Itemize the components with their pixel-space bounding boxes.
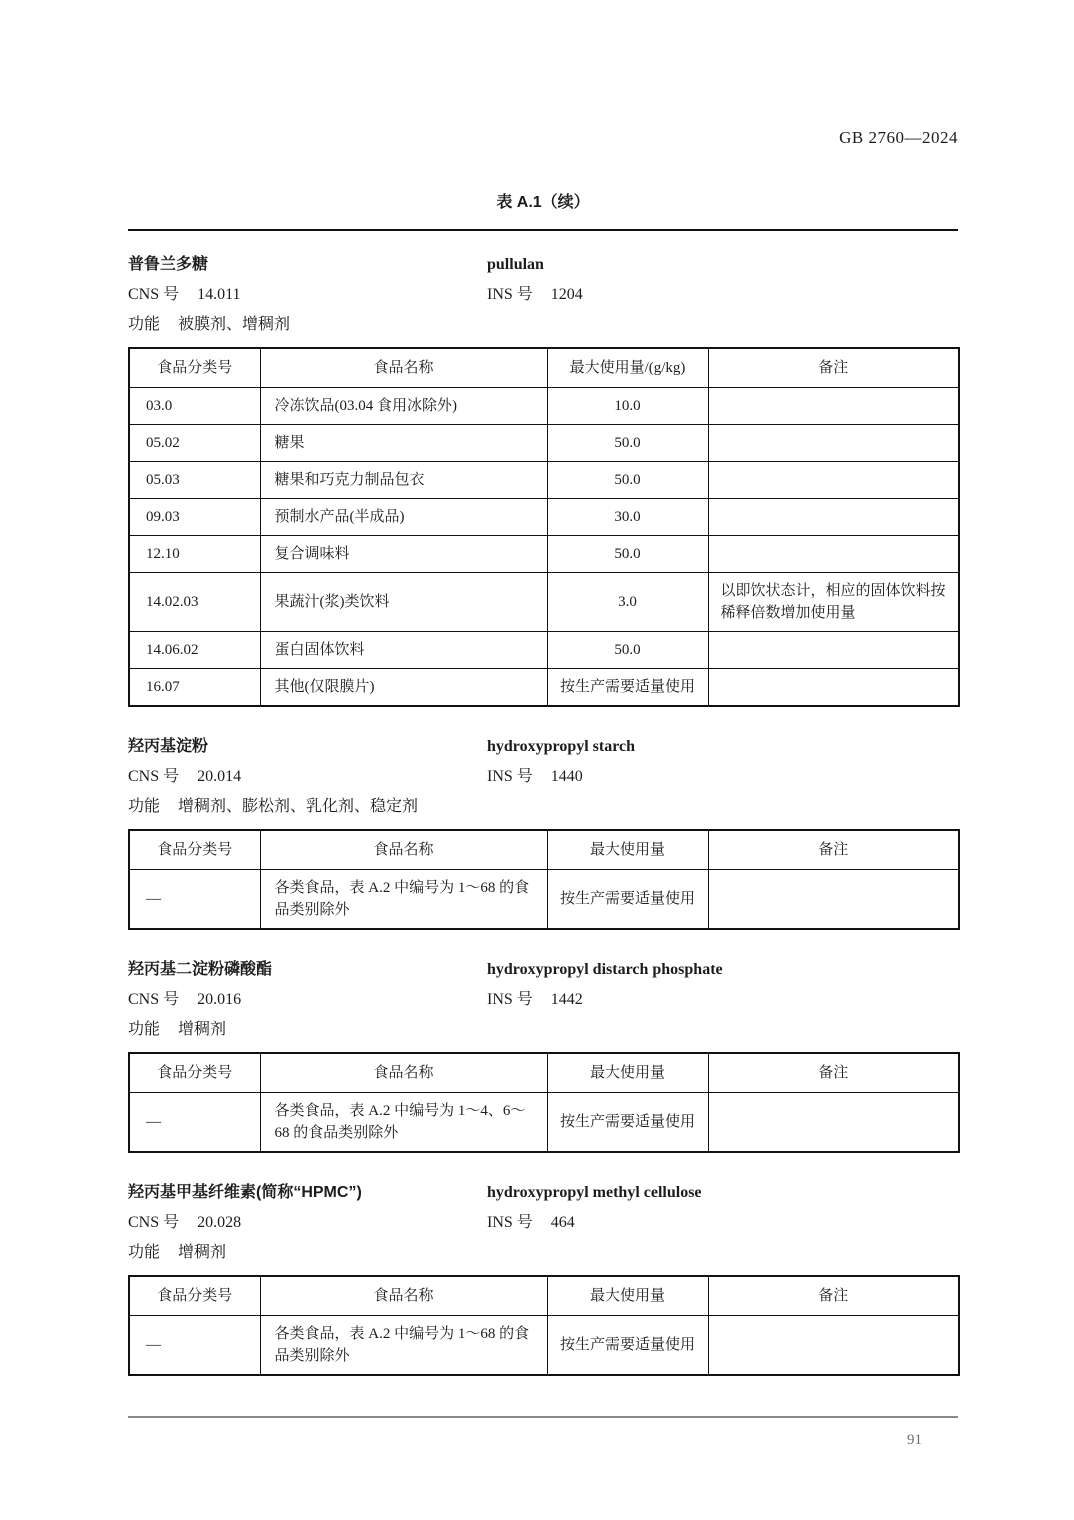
header-remark: 备注 (708, 1053, 959, 1093)
function-row (128, 1018, 958, 1042)
function-value: 增稠剂、膨松剂、乳化剂、稳定剂 (178, 798, 419, 815)
function-label: 功能 (128, 1244, 161, 1261)
table-row (129, 870, 959, 930)
cell-category-code: — (129, 1316, 260, 1376)
cell-remark (708, 870, 959, 930)
table-row (129, 536, 959, 573)
cell-food-name: 糖果和巧克力制品包衣 (260, 462, 547, 499)
cell-remark (708, 499, 959, 536)
cell-max-usage: 3.0 (547, 573, 708, 632)
cell-remark (708, 462, 959, 499)
cell-food-name: 蛋白固体饮料 (260, 632, 547, 669)
ins-group (487, 283, 583, 307)
cell-max-usage: 按生产需要适量使用 (547, 1093, 708, 1153)
table-caption: 表 A.1（续） (496, 194, 590, 211)
ins-value: 1442 (550, 991, 583, 1008)
ins-label: INS 号 (487, 991, 533, 1008)
cell-category-code: 14.06.02 (129, 632, 260, 669)
cell-remark: 以即饮状态计，相应的固体饮料按稀释倍数增加使用量 (708, 573, 959, 632)
cell-remark (708, 425, 959, 462)
cell-remark (708, 632, 959, 669)
cell-category-code: 14.02.03 (129, 573, 260, 632)
header-food-category: 食品分类号 (129, 1276, 260, 1316)
cell-max-usage: 50.0 (547, 632, 708, 669)
cns-value: 20.028 (197, 1214, 242, 1231)
header-food-name: 食品名称 (260, 1053, 547, 1093)
ins-label: INS 号 (487, 1214, 533, 1231)
additive-name-zh: 羟丙基甲基纤维素(简称“HPMC”) (128, 1184, 362, 1201)
additive-name-zh: 普鲁兰多糖 (128, 256, 209, 273)
cell-max-usage: 按生产需要适量使用 (547, 870, 708, 930)
additive-section-hpmc (128, 1181, 958, 1376)
cns-ins-row (128, 988, 958, 1012)
additive-name-row (128, 1181, 958, 1205)
additive-name-zh: 羟丙基二淀粉磷酸酯 (128, 961, 273, 978)
header-food-category: 食品分类号 (129, 1053, 260, 1093)
function-row (128, 795, 958, 819)
header-max-usage: 最大使用量 (547, 830, 708, 870)
usage-table (128, 1052, 960, 1153)
cns-value: 14.011 (197, 286, 241, 303)
cell-category-code: 09.03 (129, 499, 260, 536)
function-row (128, 1241, 958, 1265)
cell-category-code: 03.0 (129, 388, 260, 425)
header-food-name: 食品名称 (260, 830, 547, 870)
cell-food-name: 各类食品，表 A.2 中编号为 1～68 的食品类别除外 (260, 870, 547, 930)
ins-value: 464 (550, 1214, 575, 1231)
cns-value: 20.014 (197, 768, 242, 785)
table-row (129, 388, 959, 425)
table-row (129, 462, 959, 499)
cns-label: CNS 号 (128, 286, 180, 303)
header-food-category: 食品分类号 (129, 830, 260, 870)
page-content (128, 0, 958, 1449)
cns-ins-row (128, 1211, 958, 1235)
table-header-row (129, 1053, 959, 1093)
cns-label: CNS 号 (128, 991, 180, 1008)
additive-name-row (128, 958, 958, 982)
header-rule (128, 229, 958, 231)
cell-max-usage: 按生产需要适量使用 (547, 669, 708, 707)
table-row (129, 1093, 959, 1153)
cell-max-usage: 50.0 (547, 462, 708, 499)
additive-name-en: pullulan (487, 256, 544, 273)
cell-food-name: 果蔬汁(浆)类饮料 (260, 573, 547, 632)
function-row (128, 313, 958, 337)
function-value: 被膜剂、增稠剂 (178, 316, 291, 333)
function-label: 功能 (128, 316, 161, 333)
cell-food-name: 其他(仅限膜片) (260, 669, 547, 707)
header-max-usage: 最大使用量/(g/kg) (547, 348, 708, 388)
table-header-row (129, 830, 959, 870)
usage-table (128, 347, 960, 707)
table-row (129, 573, 959, 632)
cell-max-usage: 10.0 (547, 388, 708, 425)
additive-name-zh: 羟丙基淀粉 (128, 738, 209, 755)
table-row (129, 1316, 959, 1376)
additive-name-en: hydroxypropyl distarch phosphate (487, 961, 723, 978)
cell-food-name: 各类食品，表 A.2 中编号为 1～68 的食品类别除外 (260, 1316, 547, 1376)
cell-category-code: — (129, 870, 260, 930)
cns-label: CNS 号 (128, 1214, 180, 1231)
cell-remark (708, 1093, 959, 1153)
additive-name-en: hydroxypropyl starch (487, 738, 636, 755)
function-label: 功能 (128, 1021, 161, 1038)
usage-table (128, 829, 960, 930)
cell-max-usage: 按生产需要适量使用 (547, 1316, 708, 1376)
page-number: 91 (907, 1432, 922, 1448)
ins-label: INS 号 (487, 768, 533, 785)
header-food-name: 食品名称 (260, 348, 547, 388)
cell-category-code: 05.02 (129, 425, 260, 462)
header-food-category: 食品分类号 (129, 348, 260, 388)
additive-name-en: hydroxypropyl methyl cellulose (487, 1184, 702, 1201)
ins-label: INS 号 (487, 286, 533, 303)
cell-category-code: 16.07 (129, 669, 260, 707)
cell-food-name: 复合调味料 (260, 536, 547, 573)
ins-group (487, 988, 583, 1012)
table-row (129, 425, 959, 462)
header-remark: 备注 (708, 1276, 959, 1316)
ins-value: 1440 (550, 768, 583, 785)
cell-category-code: 12.10 (129, 536, 260, 573)
cell-remark (708, 388, 959, 425)
additive-name-row (128, 735, 958, 759)
additive-section-pullulan (128, 253, 958, 707)
header-remark: 备注 (708, 348, 959, 388)
standard-code: GB 2760—2024 (839, 128, 958, 147)
cell-food-name: 预制水产品(半成品) (260, 499, 547, 536)
function-value: 增稠剂 (178, 1021, 227, 1038)
header-food-name: 食品名称 (260, 1276, 547, 1316)
cell-remark (708, 1316, 959, 1376)
ins-group (487, 765, 583, 789)
additive-section-hydroxypropyl-distarch-phosphate (128, 958, 958, 1153)
header-max-usage: 最大使用量 (547, 1276, 708, 1316)
table-row (129, 669, 959, 707)
cell-max-usage: 50.0 (547, 425, 708, 462)
ins-group (487, 1211, 575, 1235)
cell-food-name: 各类食品，表 A.2 中编号为 1～4、6～68 的食品类别除外 (260, 1093, 547, 1153)
additive-name-row (128, 253, 958, 277)
header-max-usage: 最大使用量 (547, 1053, 708, 1093)
cell-category-code: 05.03 (129, 462, 260, 499)
usage-table (128, 1275, 960, 1376)
cns-label: CNS 号 (128, 768, 180, 785)
cell-remark (708, 536, 959, 573)
footer-rule (128, 1416, 958, 1418)
table-header-row (129, 1276, 959, 1316)
function-label: 功能 (128, 798, 161, 815)
cell-category-code: — (129, 1093, 260, 1153)
cell-max-usage: 30.0 (547, 499, 708, 536)
cell-food-name: 糖果 (260, 425, 547, 462)
header-remark: 备注 (708, 830, 959, 870)
cns-ins-row (128, 765, 958, 789)
cell-remark (708, 669, 959, 707)
cns-value: 20.016 (197, 991, 242, 1008)
ins-value: 1204 (550, 286, 583, 303)
cell-max-usage: 50.0 (547, 536, 708, 573)
table-row (129, 632, 959, 669)
table-row (129, 499, 959, 536)
cell-food-name: 冷冻饮品(03.04 食用冰除外) (260, 388, 547, 425)
additive-section-hydroxypropyl-starch (128, 735, 958, 930)
function-value: 增稠剂 (178, 1244, 227, 1261)
cns-ins-row (128, 283, 958, 307)
table-header-row (129, 348, 959, 388)
